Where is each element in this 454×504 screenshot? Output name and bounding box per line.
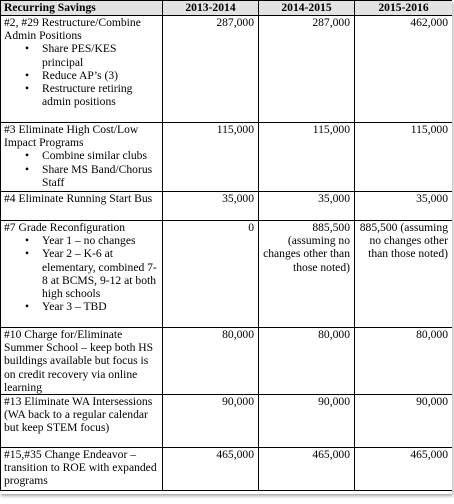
row-description: #15,#35 Change Endeavor – transition to ROE with expanded programs <box>1 448 163 491</box>
value-2013-2014: 35,000 <box>163 192 259 221</box>
table-row <box>1 395 453 448</box>
list-item: • Year 1 – no changes <box>25 234 136 248</box>
bullet-list <box>4 149 160 189</box>
bullet-icon: • <box>25 82 30 96</box>
value-2013-2014: 115,000 <box>163 123 259 192</box>
table-row <box>1 16 453 123</box>
list-item: • Year 2 – K-6 at elementary, combined 7-8 at BCMS, 9-12 at both high schools <box>25 247 157 301</box>
row-description <box>1 16 163 123</box>
table-row <box>1 221 453 328</box>
value-2015-2016: 80,000 <box>355 328 453 395</box>
row-title: #3 Eliminate High Cost/Low Impact Programs <box>4 123 139 150</box>
value-2013-2014: 0 <box>163 221 259 328</box>
table-row <box>1 328 453 395</box>
value-2013-2014: 90,000 <box>163 395 259 448</box>
value-2014-2015: 80,000 <box>259 328 355 395</box>
list-item: • Year 3 – TBD <box>25 300 107 314</box>
list-item: • Combine similar clubs <box>25 149 147 163</box>
row-description <box>1 123 163 192</box>
bullet-icon: • <box>25 162 30 176</box>
table-header-row <box>1 1 453 16</box>
value-2013-2014: 465,000 <box>163 448 259 491</box>
value-2014-2015: 287,000 <box>259 16 355 123</box>
table-row <box>1 123 453 192</box>
bullet-icon: • <box>25 234 30 248</box>
value-2013-2014: 287,000 <box>163 16 259 123</box>
header-2013-2014: 2013-2014 <box>163 1 259 16</box>
value-2015-2016: 90,000 <box>355 395 453 448</box>
list-item: • Restructure retiring admin positions <box>25 82 133 109</box>
row-description <box>1 221 163 328</box>
row-description: #4 Eliminate Running Start Bus <box>1 192 163 221</box>
row-title: #7 Grade Reconfiguration <box>4 221 126 234</box>
row-description: #13 Eliminate WA Intersessions (WA back to a regular calendar but keep STEM focus) <box>1 395 163 448</box>
value-2014-2015: 115,000 <box>259 123 355 192</box>
bullet-icon: • <box>25 247 30 261</box>
value-2015-2016: 35,000 <box>355 192 453 221</box>
list-item: • Share MS Band/Chorus Staff <box>25 162 153 189</box>
table-row <box>1 448 453 491</box>
value-2015-2016: 115,000 <box>355 123 453 192</box>
value-2014-2015: 465,000 <box>259 448 355 491</box>
header-2015-2016: 2015-2016 <box>355 1 453 16</box>
table-row <box>1 192 453 221</box>
value-2015-2016: 885,500 (assuming no changes other than those noted) <box>355 221 453 328</box>
row-title: #2, #29 Restructure/Combine Admin Positions <box>4 16 141 43</box>
bullet-icon: • <box>25 42 30 56</box>
value-2014-2015: 35,000 <box>259 192 355 221</box>
bullet-icon: • <box>25 300 30 314</box>
bullet-list <box>4 42 160 108</box>
bullet-list <box>4 234 160 313</box>
value-2015-2016: 462,000 <box>355 16 453 123</box>
value-2015-2016: 465,000 <box>355 448 453 491</box>
bullet-icon: • <box>25 68 30 82</box>
list-item: • Reduce AP’s (3) <box>25 68 118 82</box>
header-2014-2015: 2014-2015 <box>259 1 355 16</box>
bullet-icon: • <box>25 149 30 163</box>
row-description: #10 Charge for/Eliminate Summer School – keep both HS buildings available but focus is on credit recovery via online learning <box>1 328 163 395</box>
list-item: • Share PES/KES principal <box>25 42 117 69</box>
value-2013-2014: 80,000 <box>163 328 259 395</box>
value-2014-2015: 90,000 <box>259 395 355 448</box>
header-recurring-savings: Recurring Savings <box>1 1 163 16</box>
value-2014-2015: 885,500 (assuming no changes other than those noted) <box>259 221 355 328</box>
